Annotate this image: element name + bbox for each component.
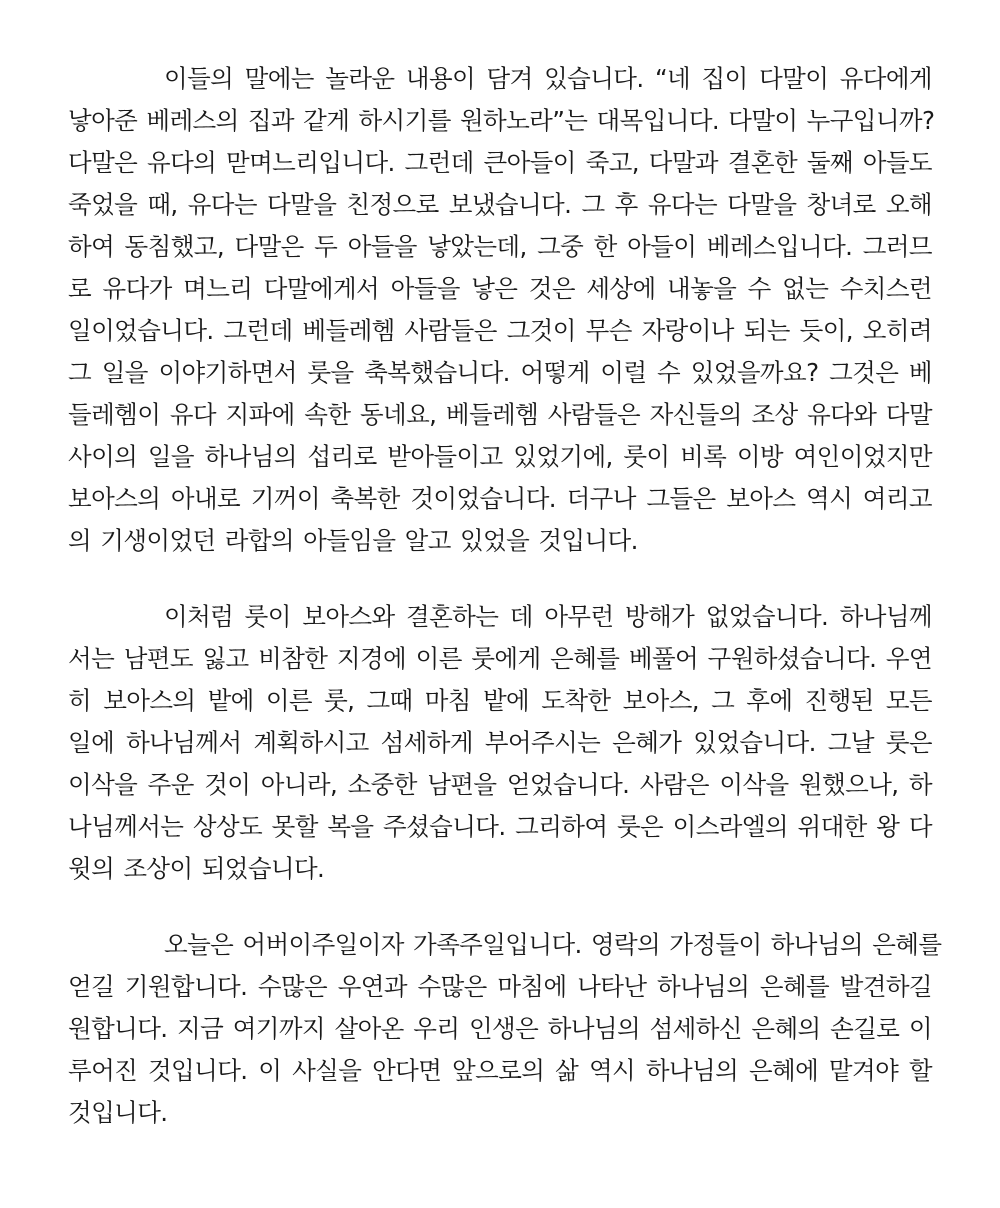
text-line: 오늘은 어버이주일이자 가족주일입니다. 영락의 가정들이 하나님의 은혜를 [164, 930, 942, 959]
text-line: 이들의 말에는 놀라운 내용이 담겨 있습니다. “네 집이 다말이 유다에게 [164, 64, 932, 93]
text-line: 이처럼 룻이 보아스와 결혼하는 데 아무런 방해가 없었습니다. 하나님께 [164, 602, 932, 631]
document-body [68, 58, 942, 1168]
text-line: 하여 동침했고, 다말은 두 아들을 낳았는데, 그중 한 아들이 베레스입니다. 그러므 [68, 232, 932, 261]
text-line: 히 보아스의 밭에 이른 룻, 그때 마침 밭에 도착한 보아스, 그 후에 진행된 모든 [68, 686, 932, 715]
paragraph-1 [68, 58, 935, 562]
text-line: 죽었을 때, 유다는 다말을 친정으로 보냈습니다. 그 후 유다는 다말을 창녀로 오해 [68, 190, 932, 219]
text-line: 들레헴이 유다 지파에 속한 동네요, 베들레헴 사람들은 자신들의 조상 유다와 다말 [68, 400, 932, 429]
text-line: 이삭을 주운 것이 아니라, 소중한 남편을 얻었습니다. 사람은 이삭을 원했으나, 하 [68, 770, 932, 799]
text-line: 일에 하나님께서 계획하시고 섬세하게 부어주시는 은혜가 있었습니다. 그날 룻은 [68, 728, 932, 757]
text-line: 것입니다. [68, 1098, 168, 1127]
text-line: 보아스의 아내로 기꺼이 축복한 것이었습니다. 더구나 그들은 보아스 역시 여리고 [68, 484, 932, 513]
text-line: 나님께서는 상상도 못할 복을 주셨습니다. 그리하여 룻은 이스라엘의 위대한 왕 다 [68, 812, 932, 841]
paragraph-2 [68, 596, 932, 890]
text-line: 사이의 일을 하나님의 섭리로 받아들이고 있었기에, 룻이 비록 이방 여인이었지만 [68, 442, 932, 471]
text-line: 얻길 기원합니다. 수많은 우연과 수많은 마침에 나타난 하나님의 은혜를 발견하길 [68, 972, 932, 1001]
text-line: 의 기생이었던 라합의 아들임을 알고 있었을 것입니다. [68, 526, 638, 555]
text-line: 다말은 유다의 맏며느리입니다. 그런데 큰아들이 죽고, 다말과 결혼한 둘째 아들도 [68, 148, 932, 177]
text-line: 낳아준 베레스의 집과 같게 하시기를 원하노라”는 대목입니다. 다말이 누구입니까? [68, 106, 935, 135]
text-line: 원합니다. 지금 여기까지 살아온 우리 인생은 하나님의 섬세하신 은혜의 손길로 이 [68, 1014, 932, 1043]
paragraph-3 [68, 924, 942, 1134]
text-line: 로 유다가 며느리 다말에게서 아들을 낳은 것은 세상에 내놓을 수 없는 수치스런 [68, 274, 932, 303]
text-line: 그 일을 이야기하면서 룻을 축복했습니다. 어떻게 이럴 수 있었을까요? 그것은 베 [68, 358, 932, 387]
text-line: 루어진 것입니다. 이 사실을 안다면 앞으로의 삶 역시 하나님의 은혜에 맡겨야 할 [68, 1056, 932, 1085]
text-line: 윗의 조상이 되었습니다. [68, 854, 325, 883]
text-line: 일이었습니다. 그런데 베들레헴 사람들은 그것이 무슨 자랑이나 되는 듯이, 오히려 [68, 316, 932, 345]
text-line: 서는 남편도 잃고 비참한 지경에 이른 룻에게 은혜를 베풀어 구원하셨습니다. 우연 [68, 644, 932, 673]
